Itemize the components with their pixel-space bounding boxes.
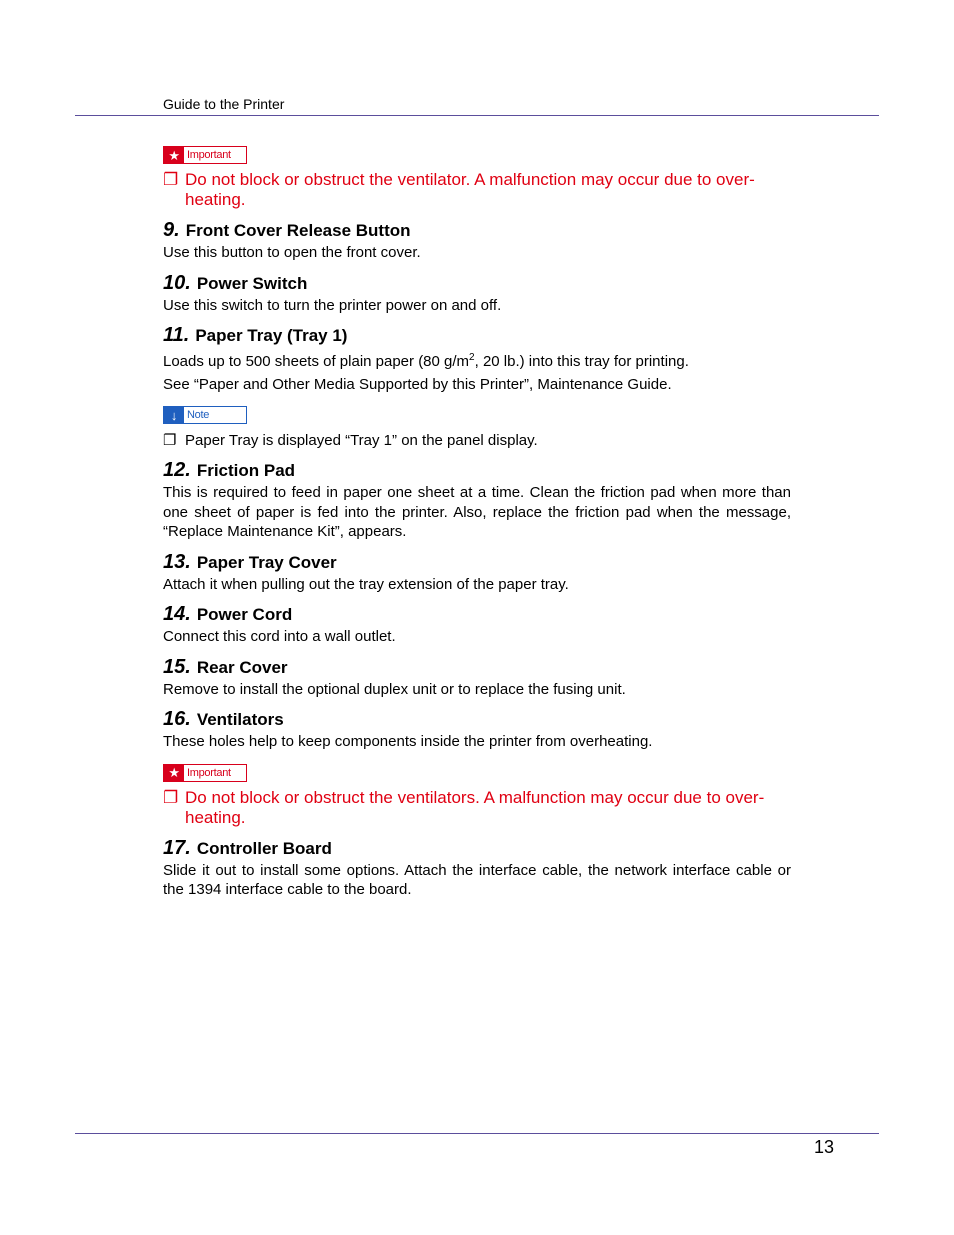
item-heading: 15. Rear Cover bbox=[163, 655, 288, 678]
item-heading: 11. Paper Tray (Tray 1) bbox=[163, 324, 348, 346]
item-description: Use this button to open the front cover. bbox=[163, 244, 421, 261]
item-heading: 13. Paper Tray Cover bbox=[163, 550, 337, 573]
important-badge: ★ Important bbox=[163, 146, 247, 164]
item-heading: 12. Friction Pad bbox=[163, 459, 296, 481]
star-icon: ★ bbox=[164, 765, 184, 781]
item-15 bbox=[163, 656, 791, 700]
item-9 bbox=[163, 219, 791, 263]
checkbox-bullet-icon: ❐ bbox=[163, 432, 177, 449]
item-10 bbox=[163, 272, 791, 316]
arrow-down-icon: ↓ bbox=[164, 407, 184, 423]
important-bullet: ❐ Do not block or obstruct the ventilator. A malfunction may occur due to over-heating. bbox=[163, 170, 755, 209]
item-11 bbox=[163, 324, 791, 394]
page-content bbox=[163, 146, 791, 900]
item-14 bbox=[163, 603, 791, 647]
item-16 bbox=[163, 708, 791, 752]
star-icon: ★ bbox=[164, 147, 184, 163]
important-badge: ★ Important bbox=[163, 764, 247, 782]
item-13 bbox=[163, 551, 791, 595]
page-number: 13 bbox=[814, 1137, 835, 1157]
item-heading: 10. Power Switch bbox=[163, 271, 308, 294]
item-heading: 9. Front Cover Release Button bbox=[163, 219, 411, 241]
item-12 bbox=[163, 459, 791, 542]
item-heading: 16. Ventilators bbox=[163, 708, 284, 730]
important-bullet: ❐ Do not block or obstruct the ventilators. A malfunction may occur due to over-heating. bbox=[163, 787, 765, 827]
header-rule bbox=[75, 115, 879, 116]
item-description: Connect this cord into a wall outlet. bbox=[163, 628, 396, 645]
item-heading: 17. Controller Board bbox=[163, 836, 332, 859]
item-description: Use this switch to turn the printer power on and off. bbox=[163, 296, 502, 314]
item-description: Loads up to 500 sheets of plain paper (80 $g/m^2$, 20 lb.) into this tray for printing. See “Paper and Other Media Supported by this Printer”, Maintenance Guide. bbox=[163, 352, 689, 393]
note-badge: ↓ Note bbox=[163, 406, 247, 424]
item-heading: 14. Power Cord bbox=[163, 603, 293, 625]
item-description: This is required to feed in paper one sheet at a time. Clean the friction pad when more than one sheet of paper is fed into the printer. Also, replace the friction pad when the message, “Replace Maintenance Kit”, appears. bbox=[163, 484, 791, 540]
item-description: Attach it when pulling out the tray extension of the paper tray. bbox=[163, 575, 569, 593]
note-bullet: ❐ Paper Tray is displayed “Tray 1” on the panel display. bbox=[163, 432, 538, 449]
checkbox-bullet-icon: ❐ bbox=[163, 787, 179, 807]
item-description: Slide it out to install some options. Attach the interface cable, the network interface cable or the 1394 interface cable to the board. bbox=[163, 861, 791, 898]
footer-rule bbox=[75, 1133, 879, 1134]
item-description: Remove to install the optional duplex unit or to replace the fusing unit. bbox=[163, 680, 626, 698]
checkbox-bullet-icon: ❐ bbox=[163, 170, 179, 189]
item-description: These holes help to keep components inside the printer from overheating. bbox=[163, 733, 653, 750]
item-17 bbox=[163, 837, 791, 900]
running-header: Guide to the Printer bbox=[163, 96, 285, 112]
